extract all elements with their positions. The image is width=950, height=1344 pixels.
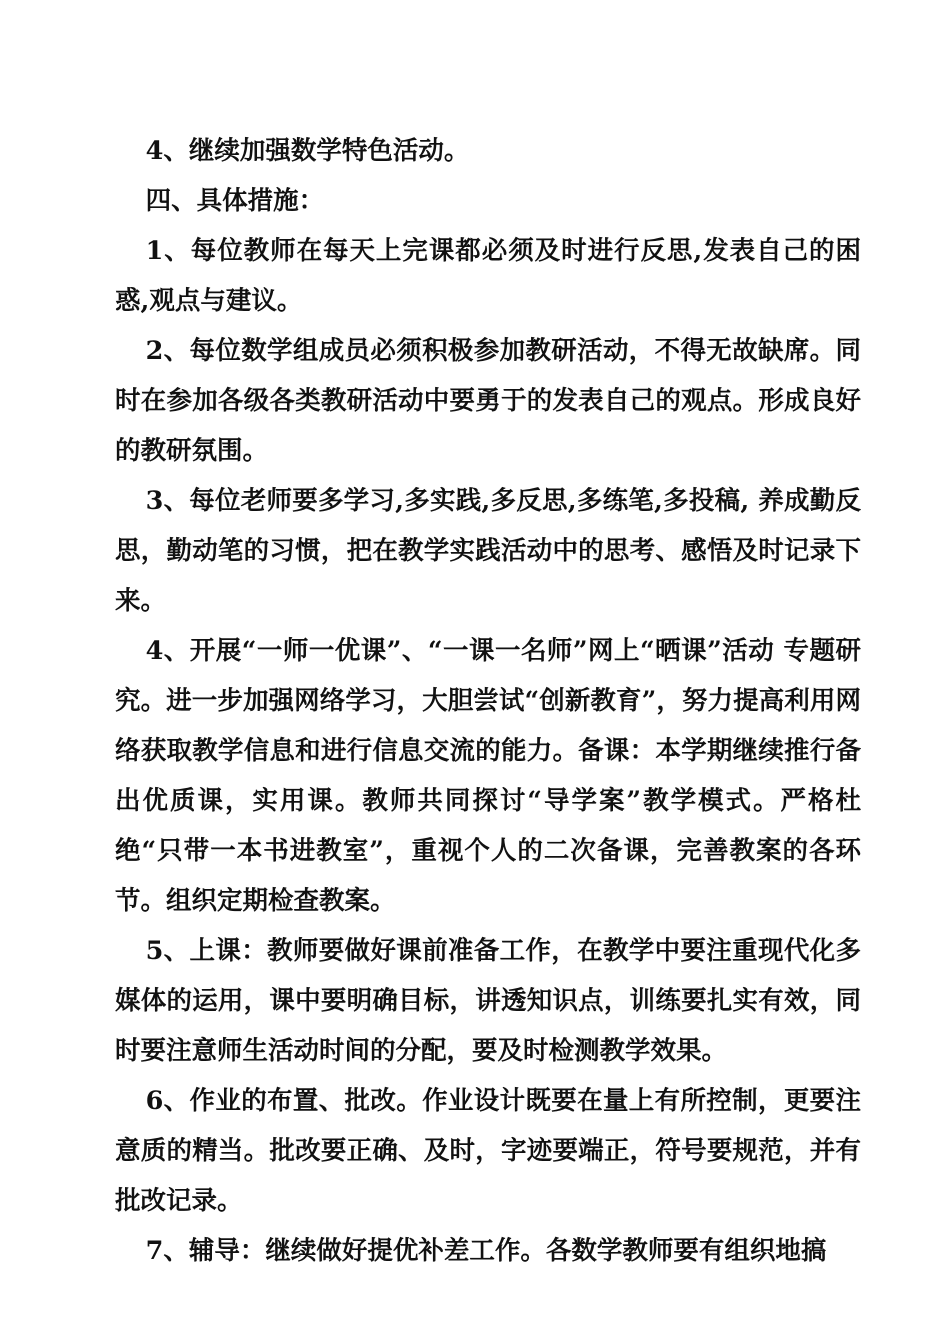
paragraph-measure-1: 1、每位教师在每天上完课都必须及时进行反思,发表自己的困惑,观点与建议。 — [115, 236, 861, 316]
document-body — [115, 126, 861, 1276]
paragraph-goal-4: 4、继续加强数学特色活动。 — [145, 136, 470, 166]
section-heading-measures: 四、具体措施： — [145, 186, 325, 216]
paragraph-measure-5: 5、上课：教师要做好课前准备工作，在教学中要注重现代化多媒体的运用，课中要明确目标，讲透知识点，训练要扎实有效，同时要注意师生活动时间的分配，要及时检测教学效果。 — [115, 936, 861, 1066]
paragraph-measure-6: 6、作业的布置、批改。作业设计既要在量上有所控制，更要注意质的精当。批改要正确、及时，字迹要端正，符号要规范，并有批改记录。 — [115, 1086, 861, 1216]
paragraph-measure-7: 7、辅导：继续做好提优补差工作。各数学教师要有组织地搞 — [145, 1236, 827, 1266]
paragraph-measure-4: 4、开展“一师一优课”、“一课一名师”网上“晒课”活动 专题研究。进一步加强网络学习，大胆尝试“创新教育”，努力提高利用网络获取教学信息和进行信息交流的能力。备课：本学期继续推行备出优质课，实用课。教师共同探讨“导学案”教学模式。严格杜绝“只带一本书进教室”，重视个人的二次备课，完善教案的各环节。组织定期检查教案。 — [115, 636, 861, 916]
paragraph-measure-2: 2、每位数学组成员必须积极参加教研活动，不得无故缺席。同时在参加各级各类教研活动中要勇于的发表自己的观点。形成良好的教研氛围。 — [115, 336, 861, 466]
paragraph-measure-3: 3、每位老师要多学习,多实践,多反思,多练笔,多投稿, 养成勤反思，勤动笔的习惯，把在教学实践活动中的思考、感悟及时记录下来。 — [115, 486, 861, 616]
